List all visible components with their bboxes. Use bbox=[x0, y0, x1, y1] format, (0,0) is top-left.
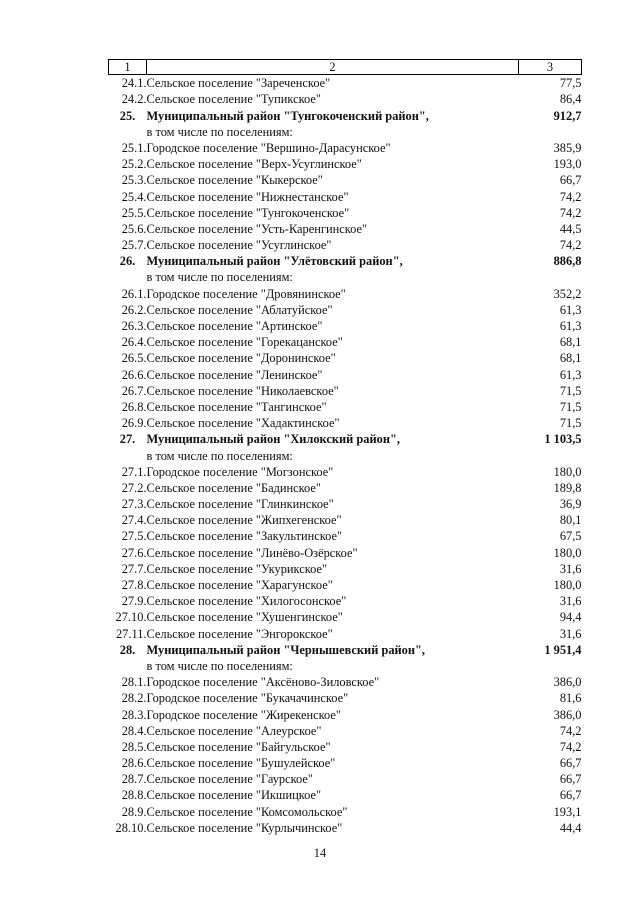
row-name: Сельское поселение "Курлычинское" bbox=[146, 820, 343, 835]
row-number: 28.10. bbox=[115, 820, 147, 835]
row-name: Сельское поселение "Комсомольское" bbox=[146, 804, 348, 819]
row-name: Сельское поселение "Кыкерское" bbox=[146, 173, 323, 188]
row-number: 27.6. bbox=[121, 545, 147, 560]
row-number: 26.8. bbox=[121, 399, 147, 414]
row-value: 66,7 bbox=[559, 772, 582, 787]
row-name: Сельское поселение "Алеурское" bbox=[146, 723, 322, 738]
table-row bbox=[109, 674, 582, 690]
row-name: Муниципальный район "Улётовский район", bbox=[146, 254, 403, 269]
table-row bbox=[109, 172, 582, 188]
table-row bbox=[109, 544, 582, 560]
row-name: Сельское поселение "Аблатуйское" bbox=[146, 302, 333, 317]
row-value: 77,5 bbox=[559, 76, 582, 91]
district-row bbox=[109, 642, 582, 658]
row-name: Городское поселение "Дровянинское" bbox=[146, 286, 346, 301]
page-number: 14 bbox=[313, 846, 327, 860]
row-name: Городское поселение "Букачачинское" bbox=[146, 691, 349, 706]
row-value: 66,7 bbox=[559, 173, 582, 188]
row-number bbox=[109, 447, 147, 463]
row-value: 180,0 bbox=[553, 545, 582, 560]
table-row bbox=[109, 496, 582, 512]
row-name: Сельское поселение "Укурикское" bbox=[146, 561, 328, 576]
row-name: Муниципальный район "Хилокский район", bbox=[146, 432, 400, 447]
row-number: 25.1. bbox=[121, 140, 147, 155]
row-value: 352,2 bbox=[553, 286, 582, 301]
table-row bbox=[109, 156, 582, 172]
row-value: 189,8 bbox=[553, 480, 582, 495]
row-value: 71,5 bbox=[559, 416, 582, 431]
row-number: 27.4. bbox=[121, 513, 147, 528]
table-row bbox=[109, 577, 582, 593]
row-number: 27.10. bbox=[115, 610, 147, 625]
row-name: Сельское поселение "Линёво-Озёрское" bbox=[146, 545, 358, 560]
row-number: 28.7. bbox=[121, 772, 147, 787]
row-name: Сельское поселение "Зареченское" bbox=[146, 76, 331, 91]
row-value: 74,2 bbox=[559, 739, 582, 754]
row-name: Сельское поселение "Тупикское" bbox=[146, 92, 321, 107]
row-number: 27. bbox=[119, 432, 136, 447]
row-value: 180,0 bbox=[553, 578, 582, 592]
table-row bbox=[109, 350, 582, 366]
row-number: 28. bbox=[119, 642, 136, 657]
row-name: Сельское поселение "Верх-Усуглинское" bbox=[146, 157, 362, 172]
row-value: 1 951,4 bbox=[544, 642, 582, 657]
row-name: Сельское поселение "Нижнестанское" bbox=[146, 189, 349, 204]
row-value: 68,1 bbox=[559, 335, 582, 350]
table-row bbox=[109, 221, 582, 237]
row-number: 28.6. bbox=[121, 756, 147, 771]
row-name: Сельское поселение "Бушулейское" bbox=[146, 756, 336, 771]
row-value bbox=[519, 447, 582, 463]
row-name: Городское поселение "Могзонское" bbox=[146, 464, 334, 479]
row-value: 80,1 bbox=[559, 513, 582, 528]
row-number: 27.8. bbox=[121, 578, 147, 592]
table-row bbox=[109, 739, 582, 755]
table-row bbox=[109, 528, 582, 544]
row-name: Муниципальный район "Чернышевский район", bbox=[146, 642, 425, 657]
row-number bbox=[109, 658, 147, 674]
row-name: Городское поселение "Жирекенское" bbox=[146, 707, 341, 722]
row-number: 28.1. bbox=[121, 675, 147, 690]
row-number: 26.6. bbox=[121, 367, 147, 382]
row-number: 25.7. bbox=[121, 238, 147, 253]
row-name: Муниципальный район "Тунгокоченский район", bbox=[146, 108, 429, 123]
row-name: Сельское поселение "Николаевское" bbox=[146, 383, 339, 398]
row-value: 68,1 bbox=[559, 351, 582, 366]
table-row bbox=[109, 706, 582, 722]
table-row bbox=[109, 188, 582, 204]
district-row bbox=[109, 253, 582, 269]
row-name: Сельское поселение "Хадактинское" bbox=[146, 416, 340, 431]
row-number: 26.3. bbox=[121, 319, 147, 333]
row-value: 31,6 bbox=[559, 594, 582, 609]
row-name: Сельское поселение "Усуглинское" bbox=[146, 238, 332, 253]
table-row bbox=[109, 561, 582, 577]
row-value: 386,0 bbox=[553, 707, 582, 722]
row-value: 74,2 bbox=[559, 205, 582, 220]
table-row bbox=[109, 75, 582, 92]
row-value: 1 103,5 bbox=[544, 432, 582, 447]
row-number: 26. bbox=[119, 254, 136, 269]
row-number: 25.4. bbox=[121, 189, 147, 204]
table-row bbox=[109, 383, 582, 399]
row-value: 36,9 bbox=[559, 497, 582, 512]
table-header-row bbox=[109, 60, 582, 75]
row-value: 67,5 bbox=[559, 529, 582, 544]
row-number: 27.2. bbox=[121, 480, 147, 495]
row-number: 26.5. bbox=[121, 351, 147, 366]
row-value bbox=[519, 269, 582, 285]
row-number: 27.5. bbox=[121, 529, 147, 544]
table-row bbox=[109, 205, 582, 221]
row-number: 26.9. bbox=[121, 416, 147, 431]
row-name: Сельское поселение "Икшицкое" bbox=[146, 788, 322, 803]
row-number: 27.9. bbox=[121, 594, 147, 609]
table-row bbox=[109, 625, 582, 641]
row-number: 28.2. bbox=[121, 691, 147, 706]
row-value: 74,2 bbox=[559, 189, 582, 204]
table-row bbox=[109, 803, 582, 819]
row-number: 24.2. bbox=[121, 92, 147, 107]
row-number: 28.5. bbox=[121, 739, 147, 754]
row-name: в том числе по поселениям: bbox=[146, 448, 293, 463]
row-value: 31,6 bbox=[559, 561, 582, 576]
row-value: 81,6 bbox=[559, 691, 582, 706]
row-value: 386,0 bbox=[553, 675, 582, 690]
row-name: Сельское поселение "Горекацанское" bbox=[146, 335, 343, 350]
row-value: 71,5 bbox=[559, 383, 582, 398]
row-number: 25.3. bbox=[121, 173, 147, 188]
row-name: в том числе по поселениям: bbox=[146, 658, 293, 673]
table-row bbox=[109, 366, 582, 382]
row-number: 28.3. bbox=[121, 707, 147, 722]
row-number: 27.11. bbox=[115, 626, 147, 641]
district-row bbox=[109, 431, 582, 447]
column-header-name: 2 bbox=[147, 60, 519, 75]
row-name: Сельское поселение "Гаурское" bbox=[146, 772, 313, 787]
row-number: 24.1. bbox=[121, 76, 147, 91]
budget-table bbox=[108, 59, 582, 836]
row-value: 44,5 bbox=[559, 221, 582, 236]
row-value: 385,9 bbox=[553, 140, 582, 155]
row-number: 26.2. bbox=[121, 302, 147, 317]
column-header-value: 3 bbox=[519, 60, 582, 75]
row-number: 25.5. bbox=[121, 205, 147, 220]
district-row bbox=[109, 107, 582, 123]
row-value: 61,3 bbox=[559, 319, 582, 333]
row-value: 886,8 bbox=[553, 254, 582, 269]
row-number: 27.7. bbox=[121, 561, 147, 576]
table-row bbox=[109, 480, 582, 496]
row-name: Сельское поселение "Жипхегенское" bbox=[146, 513, 342, 528]
row-name: Сельское поселение "Глинкинское" bbox=[146, 497, 334, 512]
row-number: 25.2. bbox=[121, 157, 147, 172]
table-row bbox=[109, 415, 582, 431]
table-row bbox=[109, 593, 582, 609]
row-value: 86,4 bbox=[559, 92, 582, 107]
row-name: Сельское поселение "Энгорокское" bbox=[146, 626, 333, 641]
row-value: 61,3 bbox=[559, 367, 582, 382]
row-number: 25.6. bbox=[121, 221, 147, 236]
row-value: 44,4 bbox=[559, 820, 582, 835]
row-name: Сельское поселение "Бадинское" bbox=[146, 480, 321, 495]
row-name: Сельское поселение "Артинское" bbox=[146, 319, 323, 333]
row-number: 26.1. bbox=[121, 286, 147, 301]
table-row bbox=[109, 285, 582, 301]
row-name: в том числе по поселениям: bbox=[146, 270, 293, 285]
table-row bbox=[109, 755, 582, 771]
table-row bbox=[109, 237, 582, 253]
row-value bbox=[519, 124, 582, 140]
column-header-number: 1 bbox=[109, 60, 147, 75]
row-value: 66,7 bbox=[559, 756, 582, 771]
table-row bbox=[109, 399, 582, 415]
row-name: Городское поселение "Аксёново-Зиловское" bbox=[146, 675, 380, 690]
row-value: 71,5 bbox=[559, 399, 582, 414]
row-value: 94,4 bbox=[559, 610, 582, 625]
table-row bbox=[109, 820, 582, 836]
row-name: Сельское поселение "Доронинское" bbox=[146, 351, 336, 366]
subheading-row bbox=[109, 447, 582, 463]
row-number: 27.1. bbox=[121, 464, 147, 479]
table-row bbox=[109, 302, 582, 318]
row-name: Сельское поселение "Закультинское" bbox=[146, 529, 343, 544]
table-row bbox=[109, 140, 582, 156]
row-number: 27.3. bbox=[121, 497, 147, 512]
table-row bbox=[109, 464, 582, 480]
row-value: 74,2 bbox=[559, 238, 582, 253]
row-number: 26.4. bbox=[121, 335, 147, 350]
row-value: 912,7 bbox=[553, 108, 582, 123]
table-row bbox=[109, 723, 582, 739]
row-name: Сельское поселение "Ленинское" bbox=[146, 367, 323, 382]
row-name: Сельское поселение "Тангинское" bbox=[146, 399, 327, 414]
row-name: Сельское поселение "Усть-Каренгинское" bbox=[146, 221, 368, 236]
row-name: Сельское поселение "Байгульское" bbox=[146, 739, 331, 754]
row-number: 28.8. bbox=[121, 788, 147, 803]
row-value: 193,1 bbox=[553, 804, 582, 819]
table-row bbox=[109, 318, 582, 334]
table-row bbox=[109, 512, 582, 528]
subheading-row bbox=[109, 658, 582, 674]
row-name: в том числе по поселениям: bbox=[146, 124, 293, 139]
table-row bbox=[109, 609, 582, 625]
row-number bbox=[109, 269, 147, 285]
table-row bbox=[109, 787, 582, 803]
row-value bbox=[519, 658, 582, 674]
subheading-row bbox=[109, 269, 582, 285]
subheading-row bbox=[109, 124, 582, 140]
row-value: 31,6 bbox=[559, 626, 582, 641]
row-name: Сельское поселение "Хилогосонское" bbox=[146, 594, 347, 609]
row-name: Сельское поселение "Хушенгинское" bbox=[146, 610, 343, 625]
row-value: 193,0 bbox=[553, 157, 582, 172]
row-number: 28.4. bbox=[121, 723, 147, 738]
table-body bbox=[109, 75, 582, 836]
table-row bbox=[109, 91, 582, 107]
table-row bbox=[109, 771, 582, 787]
table-row bbox=[109, 690, 582, 706]
row-value: 61,3 bbox=[559, 302, 582, 317]
row-number: 25. bbox=[119, 108, 136, 123]
row-number: 28.9. bbox=[121, 804, 147, 819]
row-number bbox=[109, 124, 147, 140]
row-value: 66,7 bbox=[559, 788, 582, 803]
row-name: Сельское поселение "Тунгокоченское" bbox=[146, 205, 350, 220]
row-name: Городское поселение "Вершино-Дарасунское" bbox=[146, 140, 391, 155]
table-row bbox=[109, 334, 582, 350]
row-number: 26.7. bbox=[121, 383, 147, 398]
row-value: 180,0 bbox=[553, 464, 582, 479]
row-name: Сельское поселение "Харагунское" bbox=[146, 578, 333, 592]
row-value: 74,2 bbox=[559, 723, 582, 738]
